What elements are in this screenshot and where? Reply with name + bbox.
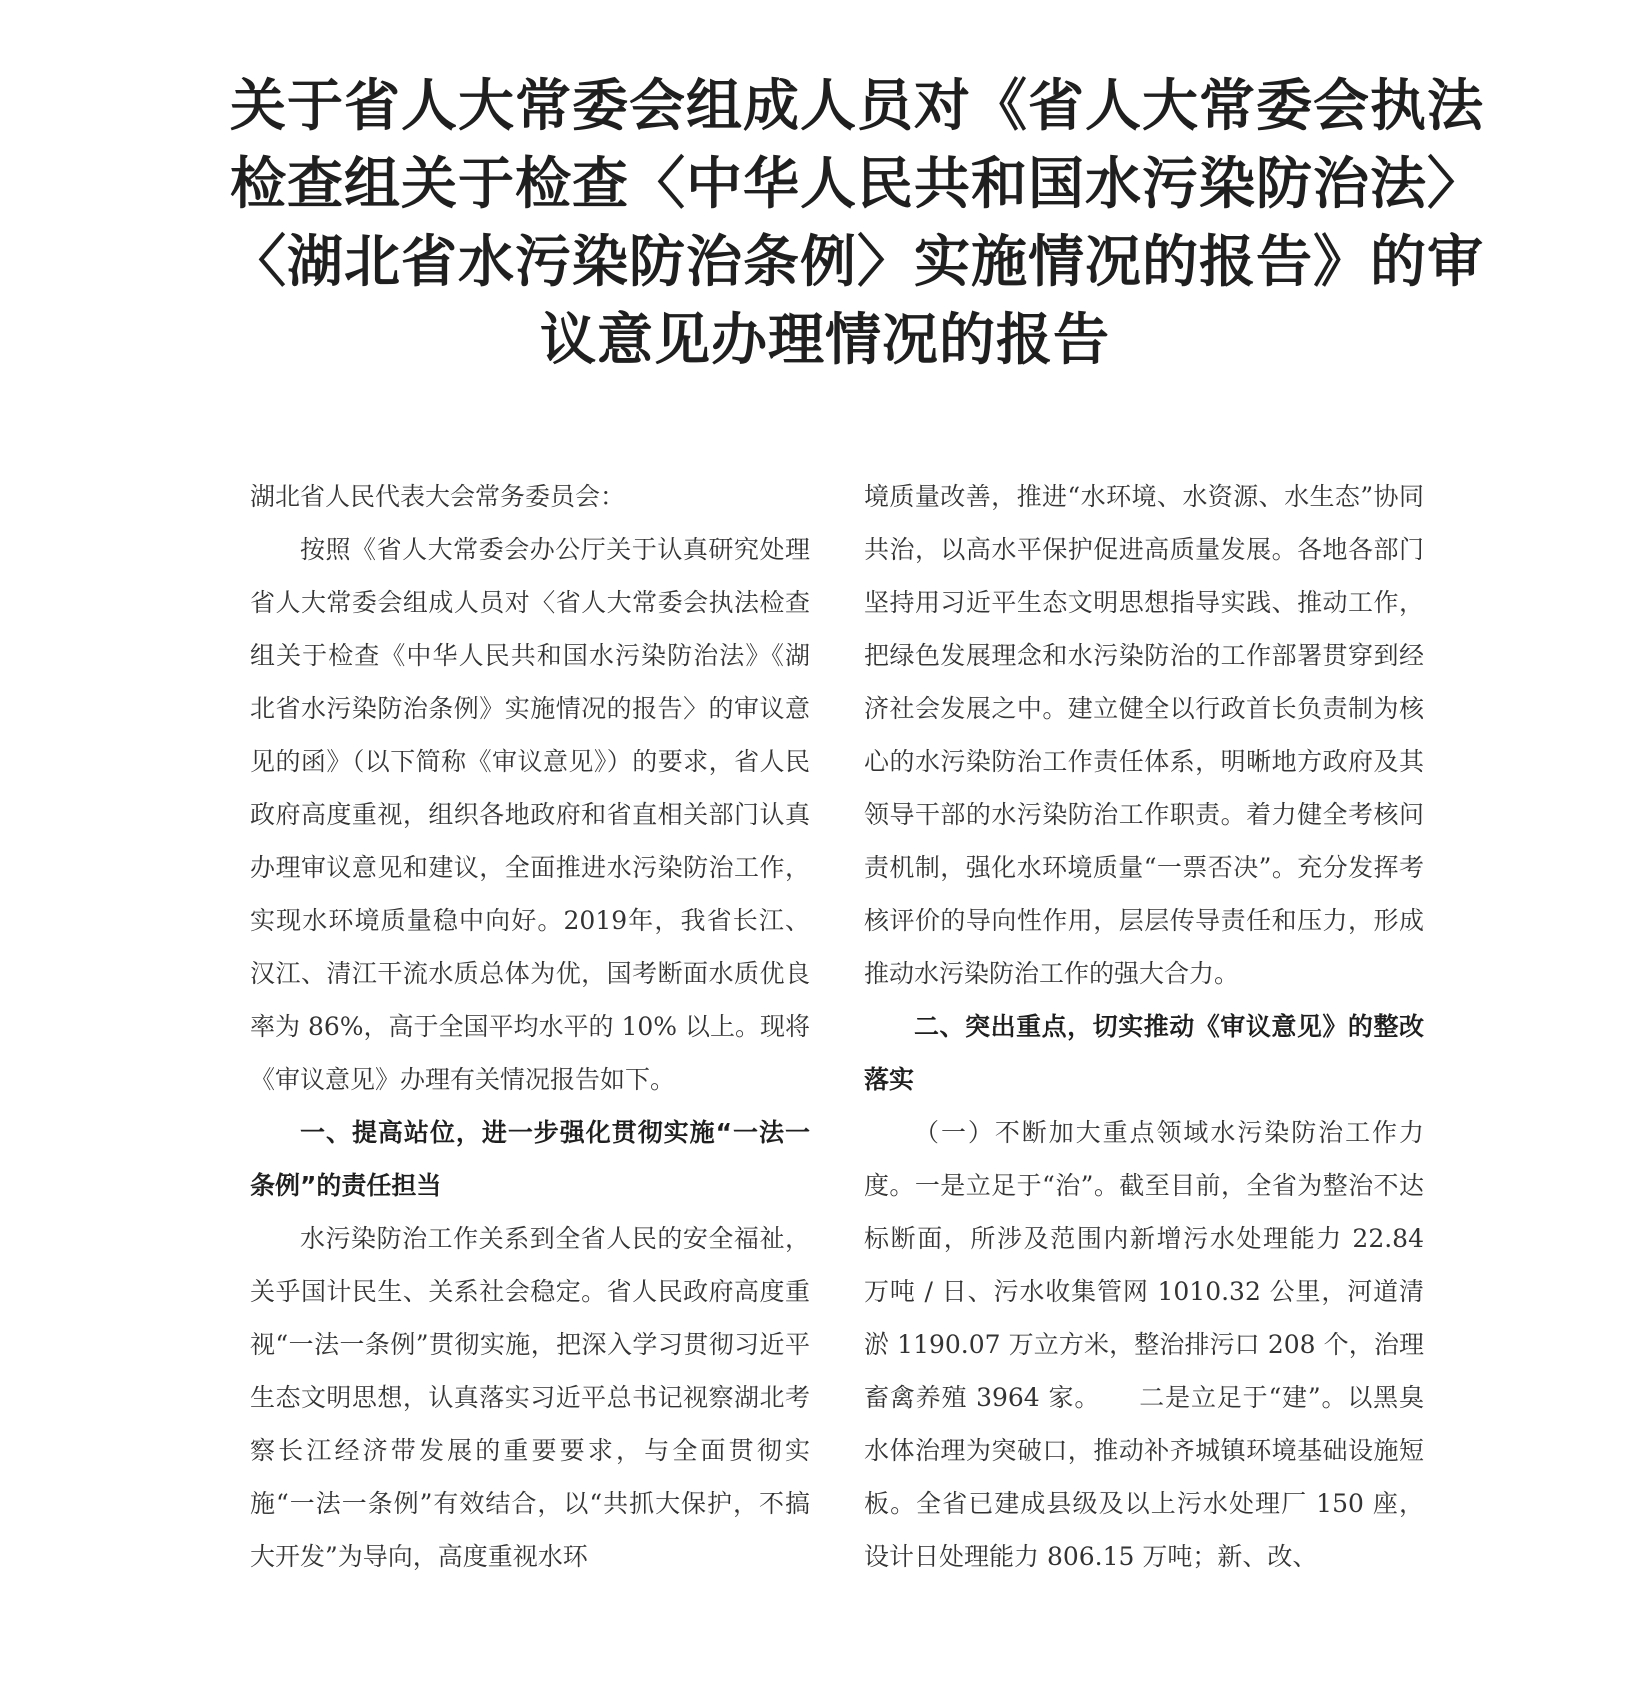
body-paragraph: （一）不断加大重点领域水污染防治工作力度。一是立足于“治”。截至目前，全省为整治不达标断面，所涉及范围内新增污水处理能力 22.84 万吨 / 日、污水收集管网 1010.32 公里，河道清淤 1190.07 万立方米，整治排污口 208 个，治理畜禽养殖 3964 家。 二是立足于“建”。以黑臭水体治理为突破口，推动补齐城镇环境基础设施短板。全省已建成县级及以上污水处理厂 150 座，设计日处理能力 806.15 万吨；新、改、 (864, 1118, 1424, 1571)
section-heading-1: 一、提高站位，进一步强化贯彻实施“一法一条例”的责任担当 (250, 1118, 810, 1200)
right-column (864, 470, 1424, 1583)
title-line-1: 关于省人大常委会组成人员对《省人大常委会执法 (230, 74, 1484, 139)
title-line-2: 检查组关于检查〈中华人民共和国水污染防治法〉 (230, 152, 1484, 217)
document-title (230, 68, 1484, 380)
title-line-3: 〈湖北省水污染防治条例〉实施情况的报告》的审 (230, 230, 1484, 295)
body-paragraph: 水污染防治工作关系到全省人民的安全福祉，关乎国计民生、关系社会稳定。省人民政府高度重视“一法一条例”贯彻实施，把深入学习贯彻习近平生态文明思想，认真落实习近平总书记视察湖北考察长江经济带发展的重要要求，与全面贯彻实施“一法一条例”有效结合，以“共抓大保护，不搞大开发”为导向，高度重视水环 (250, 1224, 810, 1571)
section-heading-2: 二、突出重点，切实推动《审议意见》的整改落实 (864, 1012, 1424, 1094)
left-column (250, 470, 810, 1583)
salutation: 湖北省人民代表大会常务委员会： (250, 482, 626, 511)
title-line-4: 议意见办理情况的报告 (540, 308, 1110, 373)
body-paragraph: 按照《省人大常委会办公厅关于认真研究处理省人大常委会组成人员对〈省人大常委会执法检查组关于检查《中华人民共和国水污染防治法》《湖北省水污染防治条例》实施情况的报告〉的审议意见的函》（以下简称《审议意见》）的要求，省人民政府高度重视，组织各地政府和省直相关部门认真办理审议意见和建议，全面推进水污染防治工作，实现水环境质量稳中向好。2019年，我省长江、汉江、清江干流水质总体为优，国考断面水质优良率为 86%，高于全国平均水平的 10% 以上。现将《审议意见》办理有关情况报告如下。 (250, 535, 810, 1094)
body-paragraph-continued: 境质量改善，推进“水环境、水资源、水生态”协同共治，以高水平保护促进高质量发展。各地各部门坚持用习近平生态文明思想指导实践、推动工作，把绿色发展理念和水污染防治的工作部署贯穿到经济社会发展之中。建立健全以行政首长负责制为核心的水污染防治工作责任体系，明晰地方政府及其领导干部的水污染防治工作职责。着力健全考核问责机制，强化水环境质量“一票否决”。充分发挥考核评价的导向性作用，层层传导责任和压力，形成推动水污染防治工作的强大合力。 (864, 482, 1424, 988)
